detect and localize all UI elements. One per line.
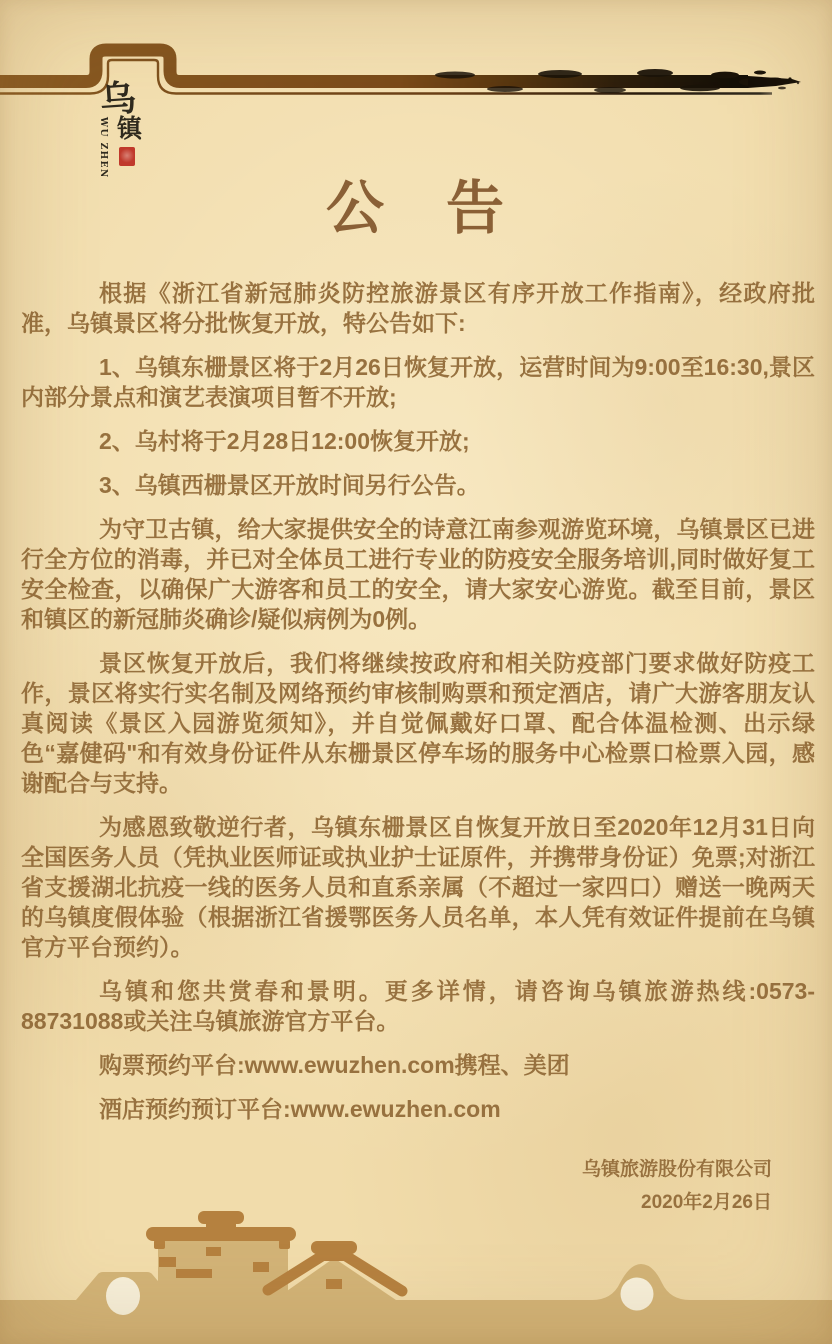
wuzhen-logo: [96, 76, 152, 181]
logo-char-wu: 乌: [98, 76, 138, 122]
logo-char-zhen: 镇: [117, 114, 143, 143]
announcement-paragraph: 1、乌镇东栅景区将于2月26日恢复开放，运营时间为9:00至16:30,景区内部分景点和演艺表演项目暂不开放;: [21, 354, 815, 410]
bridge-arch: [106, 1277, 140, 1315]
watertown-skyline: [0, 1184, 832, 1344]
signature-date: 2020年2月26日: [641, 1192, 772, 1213]
announcement-paragraph: 景区恢复开放后，我们将继续按政府和相关防疫部门要求做好防疫工作，景区将实行实名制及网络预约审核制购票和预定酒店，请广大游客朋友认真阅读《景区入园游览须知》，并自觉佩戴好口罩、配合体温检测、出示绿色“嘉健码"和有效身份证件从东栅景区停车场的服务中心检票口检票入园，感谢配合与支持。: [21, 650, 815, 796]
signature-company: 乌镇旅游股份有限公司: [581, 1159, 772, 1180]
skyline-shapes: [0, 1211, 832, 1344]
announcement-paragraph: 乌镇和您共赏春和景明。更多详情，请咨询乌镇旅游热线:0573-88731088或关注乌镇旅游官方平台。: [21, 978, 815, 1034]
announcement-paragraph: 酒店预约预订平台:www.ewuzhen.com: [99, 1096, 501, 1122]
window: [206, 1247, 221, 1256]
announcement-paragraph: 根据《浙江省新冠肺炎防控旅游景区有序开放工作指南》，经政府批准，乌镇景区将分批恢复开放，特公告如下:: [21, 280, 815, 336]
announcement-paragraph: 2、乌村将于2月28日12:00恢复开放;: [99, 428, 470, 454]
announcement-paragraph: 为感恩致敬逆行者，乌镇东栅景区自恢复开放日至2020年12月31日向全国医务人员（凭执业医师证或执业护士证原件，并携带身份证）免票;对浙江省支援湖北抗疫一线的医务人员和直系亲属（不超过一家四口）赠送一晚两天的乌镇度假体验（根据浙江省援鄂医务人员名单，本人凭有效证件提前在乌镇官方平台预约）。: [21, 814, 815, 960]
window: [326, 1279, 342, 1289]
announcement-paragraph: 为守卫古镇，给大家提供安全的诗意江南参观游览环境，乌镇景区已进行全方位的消毒，并已对全体员工进行专业的防疫安全服务培训,同时做好复工安全检查，以确保广大游客和员工的安全，请大家安心游览。截至目前，景区和镇区的新冠肺炎确诊/疑似病例为0例。: [21, 516, 815, 632]
logo-romanization: WU ZHEN: [98, 117, 108, 179]
window: [253, 1262, 269, 1272]
logo-red-seal-icon: [119, 147, 135, 166]
window: [176, 1269, 212, 1278]
page-title: 公 告: [325, 176, 506, 241]
announcement-paragraph: 3、乌镇西栅景区开放时间另行公告。: [99, 472, 480, 498]
house-icon: [268, 1241, 402, 1300]
announcement-body: [0, 278, 832, 1138]
bridge-arch: [621, 1278, 654, 1311]
announcement-paragraph: 购票预约平台:www.ewuzhen.com携程、美团: [99, 1052, 570, 1078]
window: [159, 1257, 176, 1267]
